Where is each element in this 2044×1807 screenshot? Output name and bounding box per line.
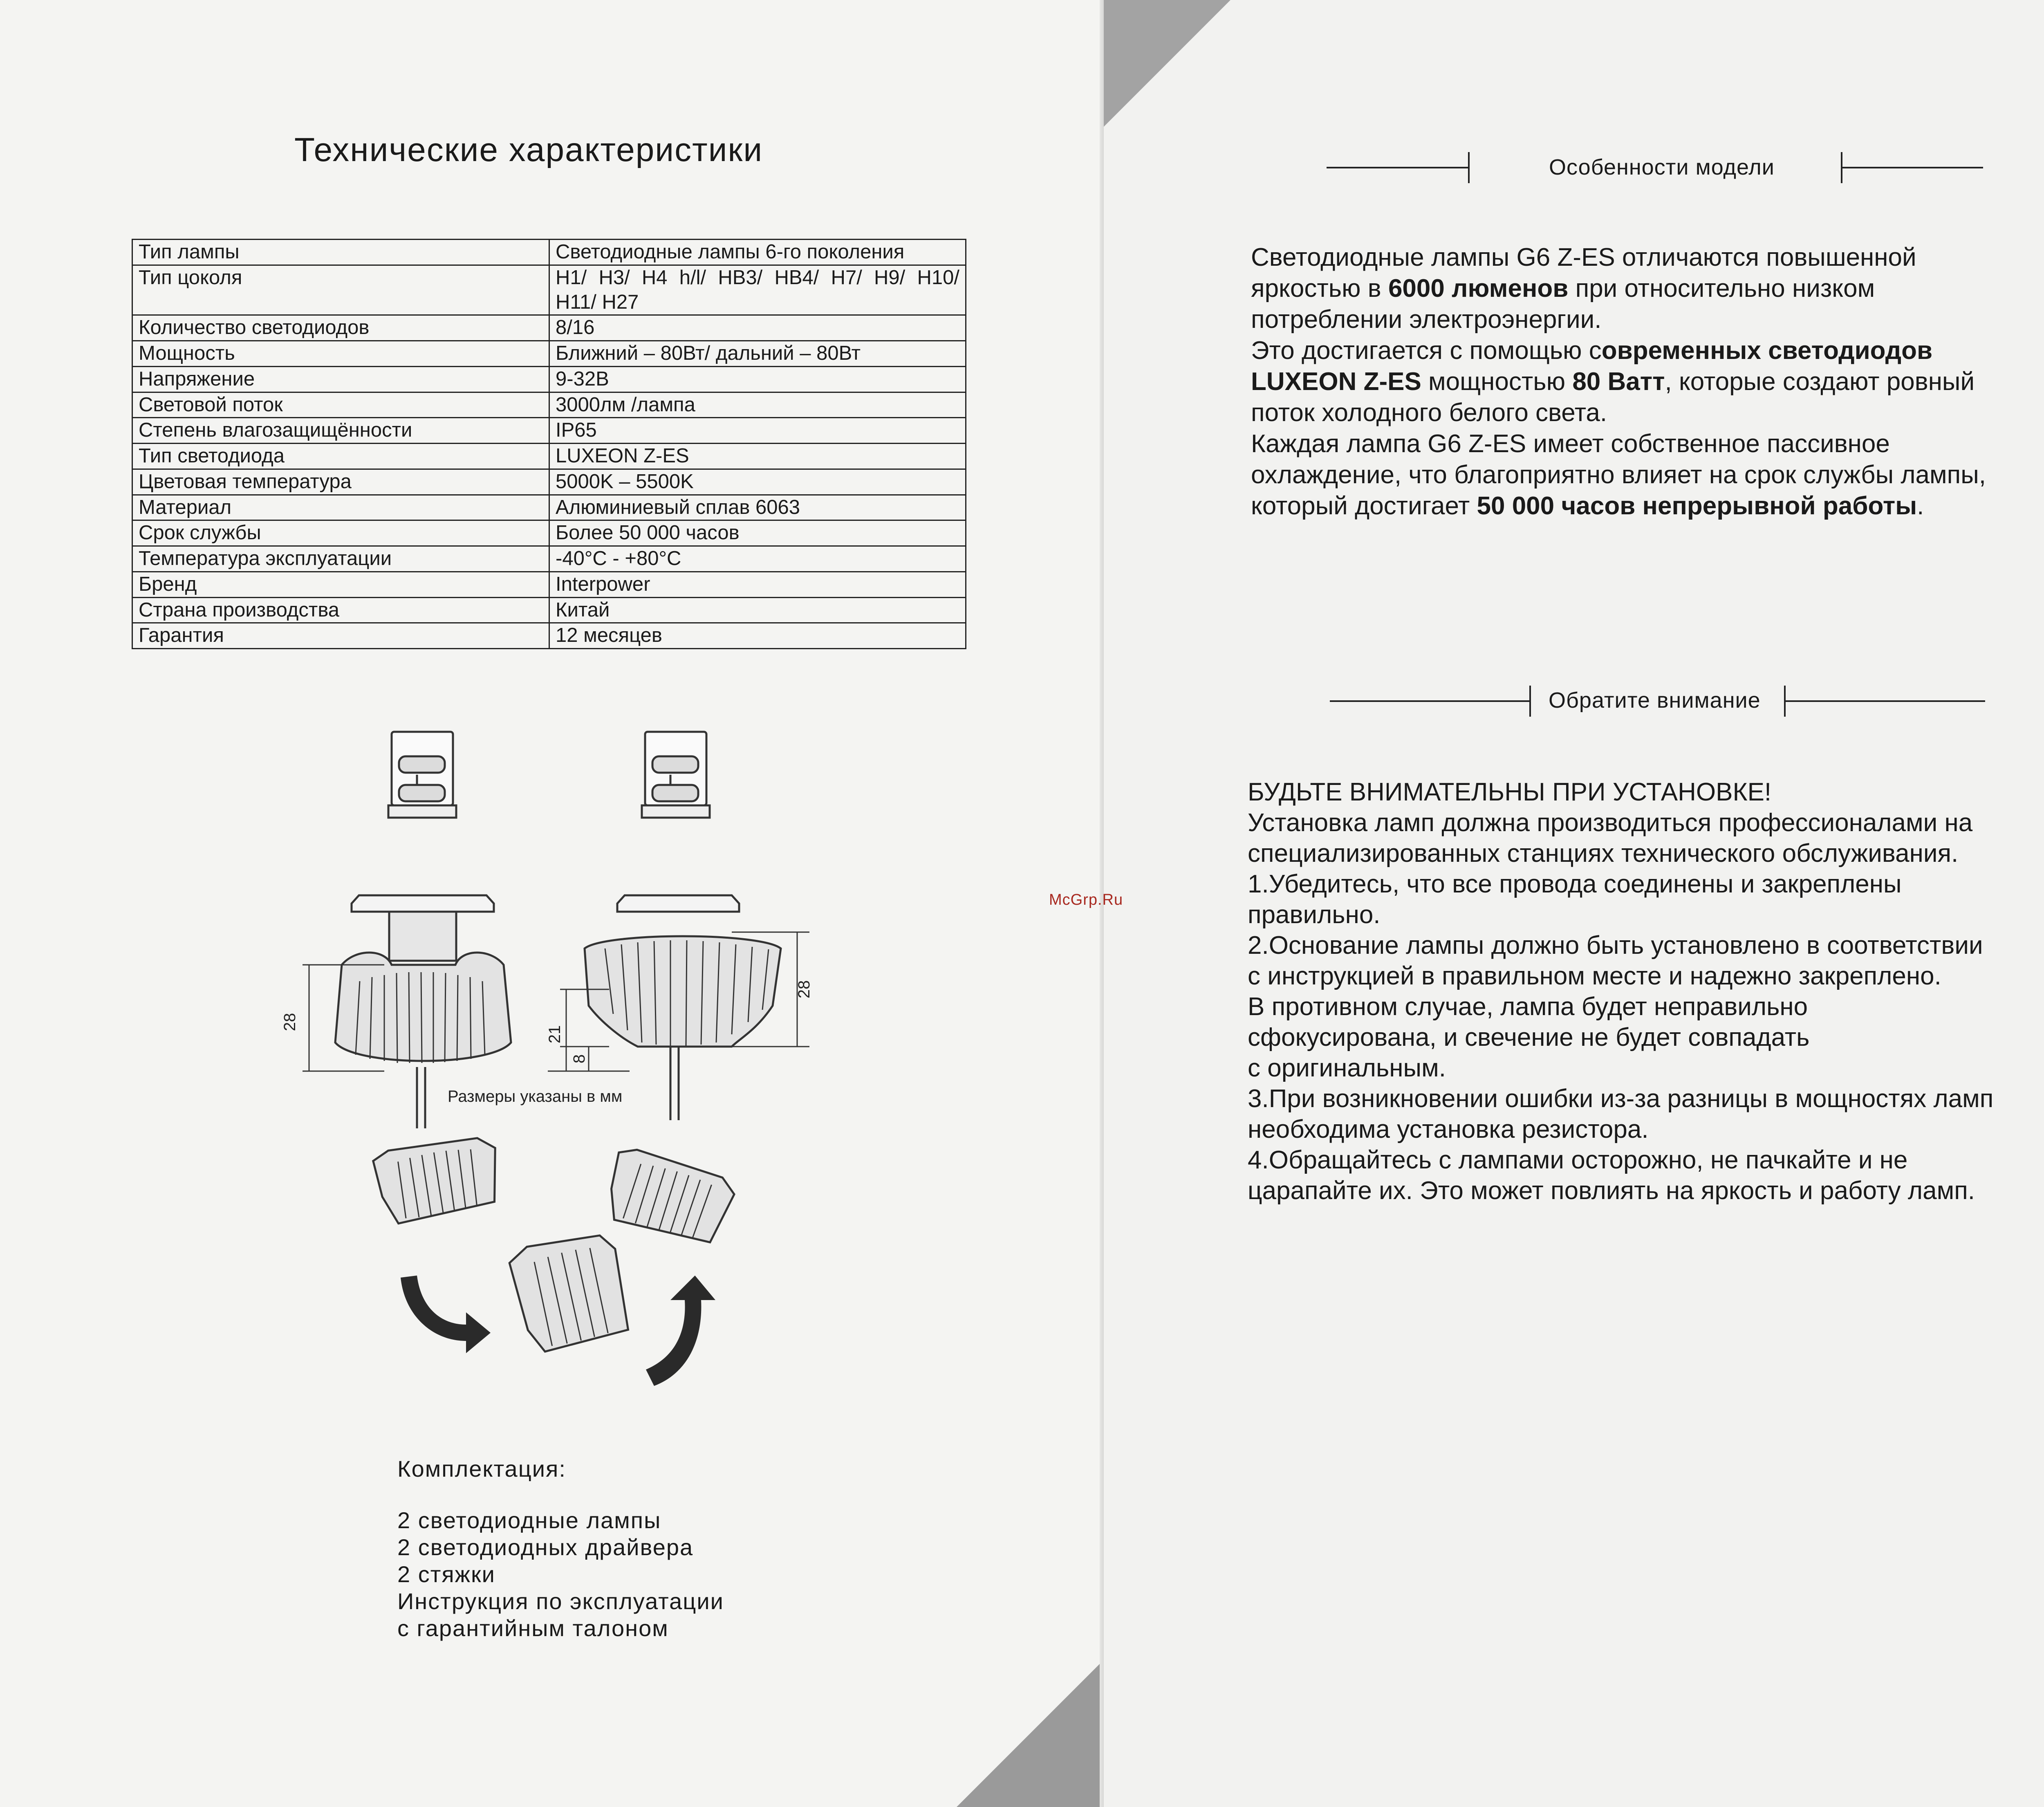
heading-rule bbox=[1330, 700, 1530, 702]
spec-row bbox=[132, 495, 966, 520]
spec-key: Напряжение bbox=[132, 366, 549, 392]
lamp-side-view-left bbox=[335, 732, 511, 1128]
spec-value: 5000K – 5500K bbox=[549, 469, 966, 495]
spec-value: Алюминиевый сплав 6063 bbox=[549, 495, 966, 520]
spec-key: Гарантия bbox=[132, 623, 549, 649]
spec-key: Световой поток bbox=[132, 392, 549, 418]
kit-title: Комплектация: bbox=[397, 1456, 566, 1482]
features-line: охлаждение, что благоприятно влияет на срок службы лампы, bbox=[1251, 461, 1986, 489]
page-corner-decoration bbox=[1104, 0, 1230, 127]
spec-row bbox=[132, 444, 966, 469]
features-line: который достигает 50 000 часов непрерывной работы. bbox=[1251, 492, 1924, 520]
spec-row bbox=[132, 546, 966, 572]
attention-line: царапайте их. Это может повлиять на яркость и работу ламп. bbox=[1248, 1177, 1975, 1205]
spec-table-body bbox=[132, 240, 966, 649]
spec-value: Interpower bbox=[549, 572, 966, 597]
rotate-arrow-left-icon bbox=[401, 1276, 491, 1353]
attention-line: сфокусирована, и свечение не будет совпадать bbox=[1248, 1023, 1810, 1051]
spec-key: Тип лампы bbox=[132, 240, 549, 265]
spec-row bbox=[132, 418, 966, 444]
spec-value: -40°C - +80°C bbox=[549, 546, 966, 572]
spec-key: Тип светодиода bbox=[132, 444, 549, 469]
attention-line: БУДЬТЕ ВНИМАТЕЛЬНЫ ПРИ УСТАНОВКЕ! bbox=[1248, 778, 1772, 806]
spec-key: Количество светодиодов bbox=[132, 315, 549, 341]
attention-text bbox=[1248, 777, 2044, 1206]
spec-table bbox=[132, 239, 966, 649]
attention-line: с инструкцией в правильном месте и надежно закреплено. bbox=[1248, 962, 1941, 990]
spec-key: Срок службы bbox=[132, 520, 549, 546]
page-title: Технические характеристики bbox=[294, 131, 763, 168]
spec-key: Материал bbox=[132, 495, 549, 520]
features-line: потреблении электроэнергии. bbox=[1251, 305, 1602, 334]
heading-rule bbox=[1784, 700, 1985, 702]
lamp-rotation-right bbox=[598, 1145, 738, 1253]
spec-value: 9-32В bbox=[549, 366, 966, 392]
spec-key: Мощность bbox=[132, 341, 549, 367]
spec-row bbox=[132, 265, 966, 315]
spec-key: Температура эксплуатации bbox=[132, 546, 549, 572]
watermark: McGrp.Ru bbox=[1049, 891, 1123, 908]
attention-line: 2.Основание лампы должно быть установлено в соответствии bbox=[1248, 931, 1983, 960]
kit-item: 2 светодиодных драйвера bbox=[397, 1534, 694, 1560]
features-text bbox=[1251, 242, 2044, 522]
features-line: LUXEON Z-ES мощностью 80 Ватт, которые создают ровный bbox=[1251, 368, 1975, 396]
spec-value: 12 месяцев bbox=[549, 623, 966, 649]
attention-line: специализированных станциях технического обслуживания. bbox=[1248, 839, 1959, 868]
spec-value: IP65 bbox=[549, 418, 966, 444]
spec-key: Страна производства bbox=[132, 597, 549, 623]
lamp-rotation-left bbox=[372, 1136, 504, 1226]
rotate-arrow-right-icon bbox=[646, 1276, 715, 1386]
attention-heading: Обратите внимание bbox=[1549, 688, 1761, 713]
lamp-side-view-right bbox=[585, 732, 781, 1120]
kit-item: с гарантийным талоном bbox=[397, 1615, 669, 1641]
spec-key: Цветовая температура bbox=[132, 469, 549, 495]
spec-value: LUXEON Z-ES bbox=[549, 444, 966, 469]
spec-value: Ближний – 80Вт/ дальний – 80Вт bbox=[549, 341, 966, 367]
spec-key: Бренд bbox=[132, 572, 549, 597]
spec-row bbox=[132, 623, 966, 649]
heading-tick bbox=[1529, 686, 1531, 717]
spec-row bbox=[132, 392, 966, 418]
kit-list bbox=[397, 1507, 724, 1642]
features-line: Каждая лампа G6 Z-ES имеет собственное пассивное bbox=[1251, 430, 1890, 458]
spec-key: Степень влагозащищённости bbox=[132, 418, 549, 444]
spec-value: H1/ H3/ H4 h/l/ HB3/ HB4/ H7/ H9/ H10/ H11/ H27 bbox=[549, 265, 966, 315]
lamp-rotation-bottom bbox=[507, 1229, 633, 1355]
kit-item: 2 светодиодные лампы bbox=[397, 1507, 661, 1533]
spec-value: 3000лм /лампа bbox=[549, 392, 966, 418]
features-heading: Особенности модели bbox=[1549, 155, 1775, 179]
features-line: поток холодного белого света. bbox=[1251, 399, 1607, 427]
spec-key: Тип цоколя bbox=[132, 265, 549, 315]
attention-line: 4.Обращайтесь с лампами осторожно, не пачкайте и не bbox=[1248, 1146, 1908, 1174]
features-line: Это достигается с помощью современных светодиодов bbox=[1251, 336, 1933, 365]
dim-label-mid-outer: 21 bbox=[546, 1025, 564, 1044]
features-line: Светодиодные лампы G6 Z-ES отличаются повышенной bbox=[1251, 243, 1916, 271]
dim-label-right: 28 bbox=[795, 980, 813, 999]
spec-row bbox=[132, 240, 966, 265]
heading-tick bbox=[1468, 152, 1470, 183]
spec-row bbox=[132, 469, 966, 495]
attention-line: В противном случае, лампа будет неправильно bbox=[1248, 993, 1808, 1021]
diagram-caption: Размеры указаны в мм bbox=[448, 1087, 623, 1105]
attention-line: 3.При возникновении ошибки из-за разницы в мощностях ламп bbox=[1248, 1085, 1994, 1113]
spec-row bbox=[132, 341, 966, 367]
features-line: яркостью в 6000 люменов при относительно низком bbox=[1251, 274, 1875, 303]
dim-label-left: 28 bbox=[281, 1013, 299, 1031]
spec-value: 8/16 bbox=[549, 315, 966, 341]
heading-rule bbox=[1327, 167, 1469, 168]
spec-row bbox=[132, 366, 966, 392]
dim-label-mid-inner: 8 bbox=[570, 1054, 588, 1064]
page-corner-decoration bbox=[957, 1660, 1104, 1807]
spec-row bbox=[132, 597, 966, 623]
attention-line: необходима установка резистора. bbox=[1248, 1115, 1649, 1143]
spec-row bbox=[132, 315, 966, 341]
attention-line: правильно. bbox=[1248, 901, 1381, 929]
spec-value: Более 50 000 часов bbox=[549, 520, 966, 546]
spec-row bbox=[132, 572, 966, 597]
heading-rule bbox=[1841, 167, 1983, 168]
attention-line: с оригинальным. bbox=[1248, 1054, 1446, 1082]
right-page bbox=[1104, 0, 2044, 1807]
kit-item: 2 стяжки bbox=[397, 1561, 495, 1587]
lamp-dimension-diagram bbox=[262, 720, 834, 1398]
spec-value: Светодиодные лампы 6-го поколения bbox=[549, 240, 966, 265]
kit-item: Инструкция по эксплуатации bbox=[397, 1588, 724, 1614]
spec-value: Китай bbox=[549, 597, 966, 623]
attention-line: Установка ламп должна производиться профессионалами на bbox=[1248, 809, 1973, 837]
attention-line: 1.Убедитесь, что все провода соединены и закреплены bbox=[1248, 870, 1902, 898]
spec-row bbox=[132, 520, 966, 546]
